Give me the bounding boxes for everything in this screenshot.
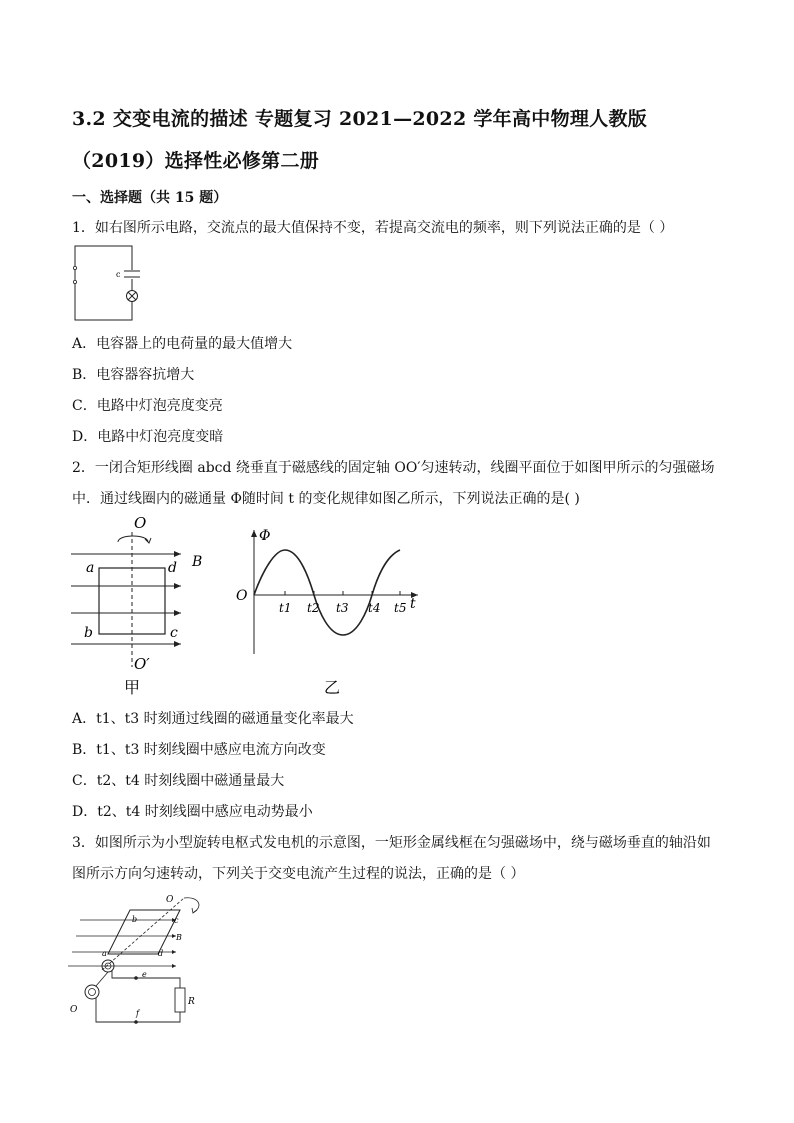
label-B: B [176, 933, 182, 942]
label-R: R [188, 997, 195, 1007]
rotation-arrowhead [192, 908, 197, 913]
axis-bottom-label: O [70, 1005, 78, 1015]
tick-label-t1: t1 [279, 601, 292, 615]
terminal-top [73, 266, 76, 269]
flux-curve [254, 550, 400, 635]
label-f: f [136, 1009, 139, 1018]
rotation-arrow [118, 536, 148, 542]
label-e: e [142, 970, 147, 979]
q1-option-d: D．电路中灯泡亮度变暗 [72, 429, 224, 445]
q3-generator-diagram [66, 890, 226, 1030]
q3-stem-line-2: 图所示方向匀速转动，下列关于交变电流产生过程的说法，正确的是（ ） [72, 866, 525, 882]
node-f [134, 1020, 138, 1024]
section-heading: 一、选择题（共 15 题） [72, 190, 228, 206]
document-title-line-2: （2019）选择性必修第二册 [72, 150, 320, 172]
y-axis-label: Φ [259, 528, 271, 544]
coil-frame [108, 910, 180, 954]
corner-d: d [168, 560, 177, 576]
rotation-axis [102, 898, 184, 970]
document-title-line-1: 3.2 交变电流的描述 专题复习 2021—2022 学年高中物理人教版 [72, 108, 648, 130]
q1-circuit-diagram [66, 240, 156, 324]
q2-stem-line-2: 中．通过线圈内的磁通量 Φ随时间 t 的变化规律如图乙所示，下列说法正确的是( ) [72, 491, 580, 507]
slip-ring-lower-inner [89, 989, 96, 996]
tick-label-t3: t3 [336, 601, 349, 615]
figure-caption-jia: 甲 [124, 678, 141, 697]
tick-label-t2: t2 [307, 601, 320, 615]
q2-stem-line-1: 2．一闭合矩形线圈 abcd 绕垂直于磁感线的固定轴 OO′匀速转动，线圈平面位于如图甲所示的匀强磁场 [72, 460, 715, 476]
node-e [134, 976, 138, 980]
circuit-wire [75, 246, 132, 320]
axis-top-label: O [166, 895, 174, 905]
terminal-bottom [73, 280, 76, 283]
q2-option-a: A．t1、t3 时刻通过线圈的磁通量变化率最大 [72, 711, 354, 727]
origin-label: O [236, 588, 248, 604]
corner-a: a [86, 560, 95, 576]
capacitor-label: c [116, 270, 121, 279]
q1-stem: 1．如右图所示电路，交流点的最大值保持不变，若提高交流电的频率，则下列说法正确的是（ ） [72, 220, 674, 236]
field-label: B [192, 554, 203, 570]
q2-option-b: B．t1、t3 时刻线圈中感应电流方向改变 [72, 742, 326, 758]
label-c: c [174, 916, 179, 925]
resistor-icon [175, 988, 185, 1012]
corner-b: b [84, 625, 93, 641]
label-a: a [102, 949, 107, 958]
axis-top-label: O [134, 514, 147, 532]
q1-option-c: C．电路中灯泡亮度变亮 [72, 398, 223, 414]
axis-bottom-label: O′ [134, 655, 150, 673]
q2-figure-jia [66, 512, 226, 698]
tick-label-t4: t4 [368, 601, 381, 615]
q2-figure-yi [230, 520, 430, 698]
q2-option-d: D．t2、t4 时刻线圈中感应电动势最小 [72, 804, 313, 820]
q1-option-a: A．电容器上的电荷量的最大值增大 [72, 336, 293, 352]
label-b: b [132, 915, 138, 924]
corner-c: c [170, 625, 178, 641]
label-d: d [158, 949, 164, 958]
tick-label-t5: t5 [394, 601, 407, 615]
shaft [96, 972, 108, 986]
x-axis-label: t [410, 596, 416, 612]
q1-option-b: B．电容器容抗增大 [72, 367, 195, 383]
slip-ring-lower [85, 985, 99, 999]
q3-stem-line-1: 3．如图所示为小型旋转电枢式发电机的示意图，一矩形金属线框在匀强磁场中，绕与磁场垂直的轴沿如 [72, 835, 711, 851]
figure-caption-yi: 乙 [324, 678, 341, 697]
q2-option-c: C．t2、t4 时刻线圈中磁通量最大 [72, 773, 285, 789]
